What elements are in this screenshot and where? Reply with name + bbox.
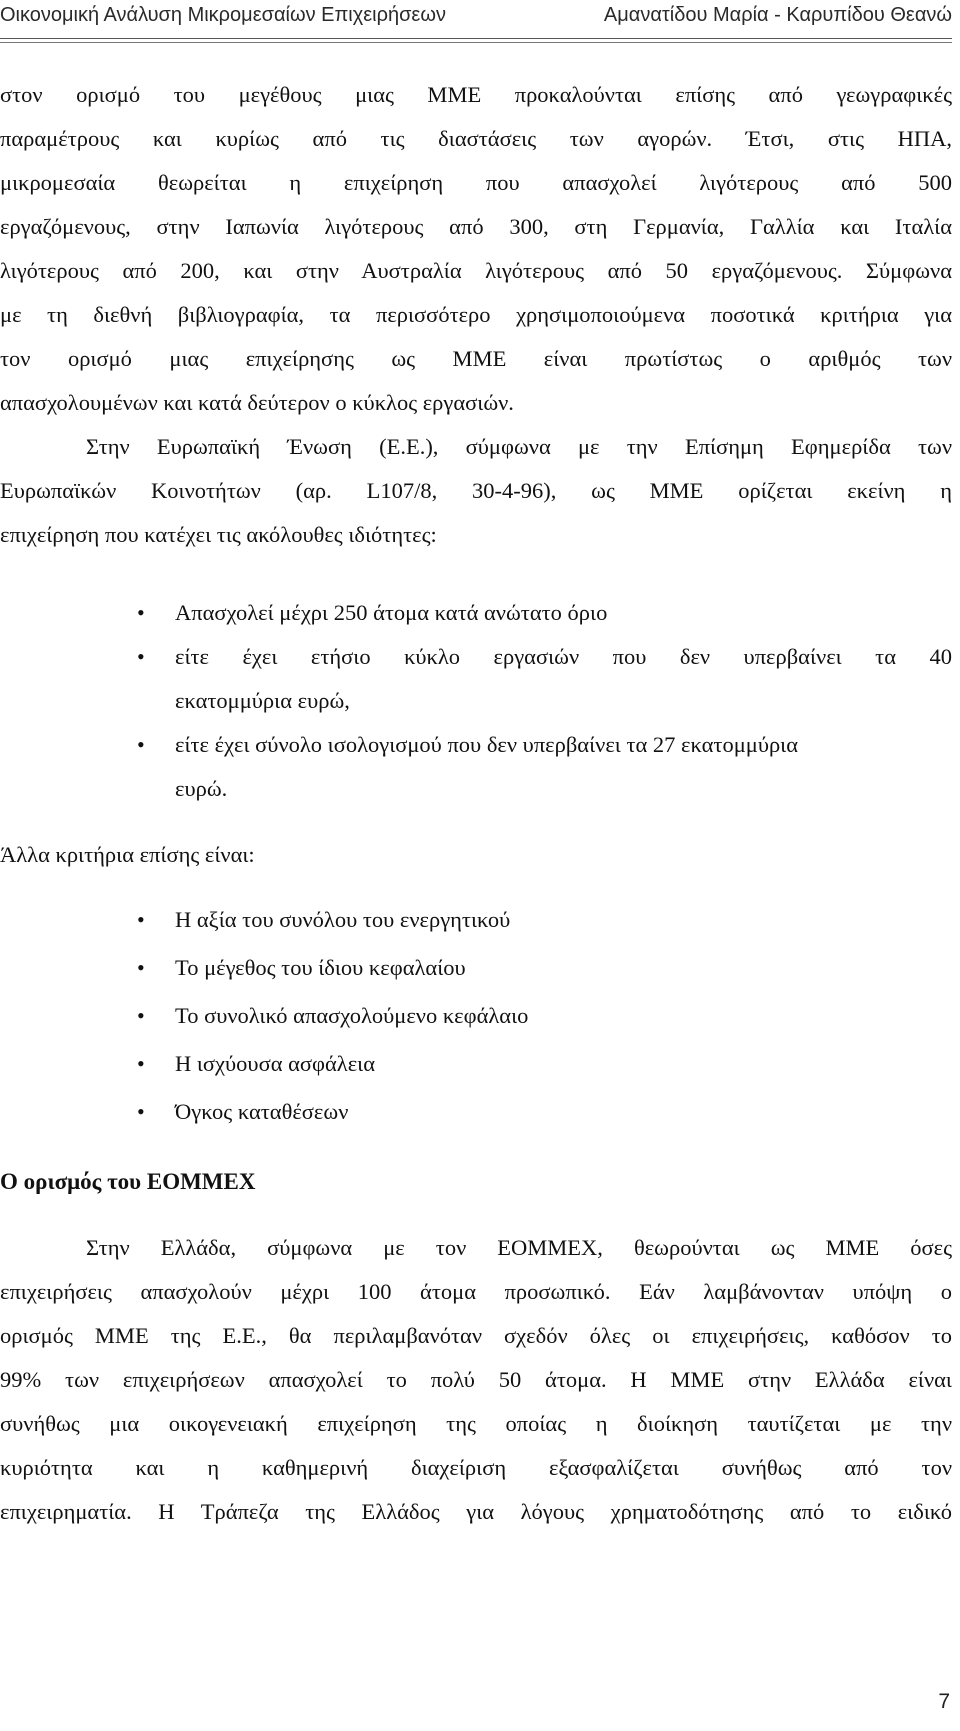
bullet-item: Το συνολικό απασχολούμενο κεφάλαιο <box>175 1003 529 1028</box>
paragraph-line: λιγότερους από 200, και στην Αυστραλία λιγότερους από 50 εργαζόμενους. Σύμφωνα <box>0 258 952 283</box>
paragraph-line: τον ορισμό μιας επιχείρησης ως ΜΜΕ είναι πρωτίστως ο αριθμός των <box>0 346 952 371</box>
other-criteria-intro: Άλλα κριτήρια επίσης είναι: <box>0 842 255 867</box>
bullet-marker: • <box>137 1051 145 1076</box>
bullet-marker: • <box>137 1099 145 1124</box>
paragraph-line: 99% των επιχειρήσεων απασχολεί το πολύ 50 άτομα. Η ΜΜΕ στην Ελλάδα είναι <box>0 1367 952 1392</box>
bullet-marker: • <box>137 907 145 932</box>
paragraph-line: ορισμός ΜΜΕ της Ε.Ε., θα περιλαμβανόταν σχεδόν όλες οι επιχειρήσεις, καθόσον το <box>0 1323 952 1348</box>
bullet-item-continuation: ευρώ. <box>175 776 228 801</box>
bullet-item: Απασχολεί μέχρι 250 άτομα κατά ανώτατο όριο <box>175 600 608 625</box>
paragraph-line: κυριότητα και η καθημερινή διαχείριση εξασφαλίζεται συνήθως από τον <box>0 1455 952 1480</box>
header-rule <box>0 38 952 39</box>
paragraph-line: Ευρωπαϊκών Κοινοτήτων (αρ. L107/8, 30-4-96), ως ΜΜΕ ορίζεται εκείνη η <box>0 478 952 503</box>
paragraph-line: επιχειρήσεις απασχολούν μέχρι 100 άτομα προσωπικό. Εάν λαμβάνονταν υπόψη ο <box>0 1279 952 1304</box>
bullet-marker: • <box>137 955 145 980</box>
paragraph-line: συνήθως μια οικογενειακή επιχείρηση της οποίας η διοίκηση ταυτίζεται με την <box>0 1411 952 1436</box>
bullet-item-continuation: εκατομμύρια ευρώ, <box>175 688 350 713</box>
bullet-item: είτε έχει σύνολο ισολογισμού που δεν υπερβαίνει τα 27 εκατομμύρια <box>175 732 799 757</box>
paragraph-line: Στην Ευρωπαϊκή Ένωση (Ε.Ε.), σύμφωνα με την Επίσημη Εφημερίδα των <box>86 434 952 459</box>
paragraph-line: μικρομεσαία θεωρείται η επιχείρηση που απασχολεί λιγότερους από 500 <box>0 170 952 195</box>
paragraph-line: με τη διεθνή βιβλιογραφία, τα περισσότερο χρησιμοποιούμενα ποσοτικά κριτήρια για <box>0 302 952 327</box>
bullet-item: Το μέγεθος του ίδιου κεφαλαίου <box>175 955 466 980</box>
paragraph-line: παραμέτρους και κυρίως από τις διαστάσεις των αγορών. Έτσι, στις ΗΠΑ, <box>0 126 952 151</box>
bullet-item: Όγκος καταθέσεων <box>175 1099 349 1124</box>
paragraph-line: απασχολουμένων και κατά δεύτερον ο κύκλος εργασιών. <box>0 390 514 415</box>
paragraph-line: Στην Ελλάδα, σύμφωνα με τον ΕΟΜΜΕΧ, θεωρούνται ως ΜΜΕ όσες <box>86 1235 952 1260</box>
paragraph-line: εργαζόμενους, στην Ιαπωνία λιγότερους από 300, στη Γερμανία, Γαλλία και Ιταλία <box>0 214 952 239</box>
bullet-marker: • <box>137 600 145 625</box>
header-authors: Αμανατίδου Μαρία - Καρυπίδου Θεανώ <box>603 4 952 26</box>
bullet-marker: • <box>137 644 145 669</box>
bullet-marker: • <box>137 732 145 757</box>
page-header <box>0 4 960 34</box>
paragraph-line: επιχειρηματία. Η Τράπεζα της Ελλάδος για λόγους χρηματοδότησης από το ειδικό <box>0 1499 952 1524</box>
section-heading: Ο ορισμός του ΕΟΜΜΕΧ <box>0 1169 256 1194</box>
bullet-item: Η ισχύουσα ασφάλεια <box>175 1051 376 1076</box>
bullet-item: είτε έχει ετήσιο κύκλο εργασιών που δεν υπερβαίνει τα 40 <box>175 644 952 669</box>
page-number: 7 <box>938 1690 950 1713</box>
paragraph-line: επιχείρηση που κατέχει τις ακόλουθες ιδιότητες: <box>0 522 437 547</box>
bullet-item: Η αξία του συνόλου του ενεργητικού <box>175 907 511 932</box>
paragraph-line: στον ορισμό του μεγέθους μιας ΜΜΕ προκαλούνται επίσης από γεωγραφικές <box>0 82 952 107</box>
header-title: Οικονομική Ανάλυση Μικρομεσαίων Επιχειρήσεων <box>0 4 446 26</box>
header-rule-secondary <box>0 42 952 43</box>
bullet-marker: • <box>137 1003 145 1028</box>
